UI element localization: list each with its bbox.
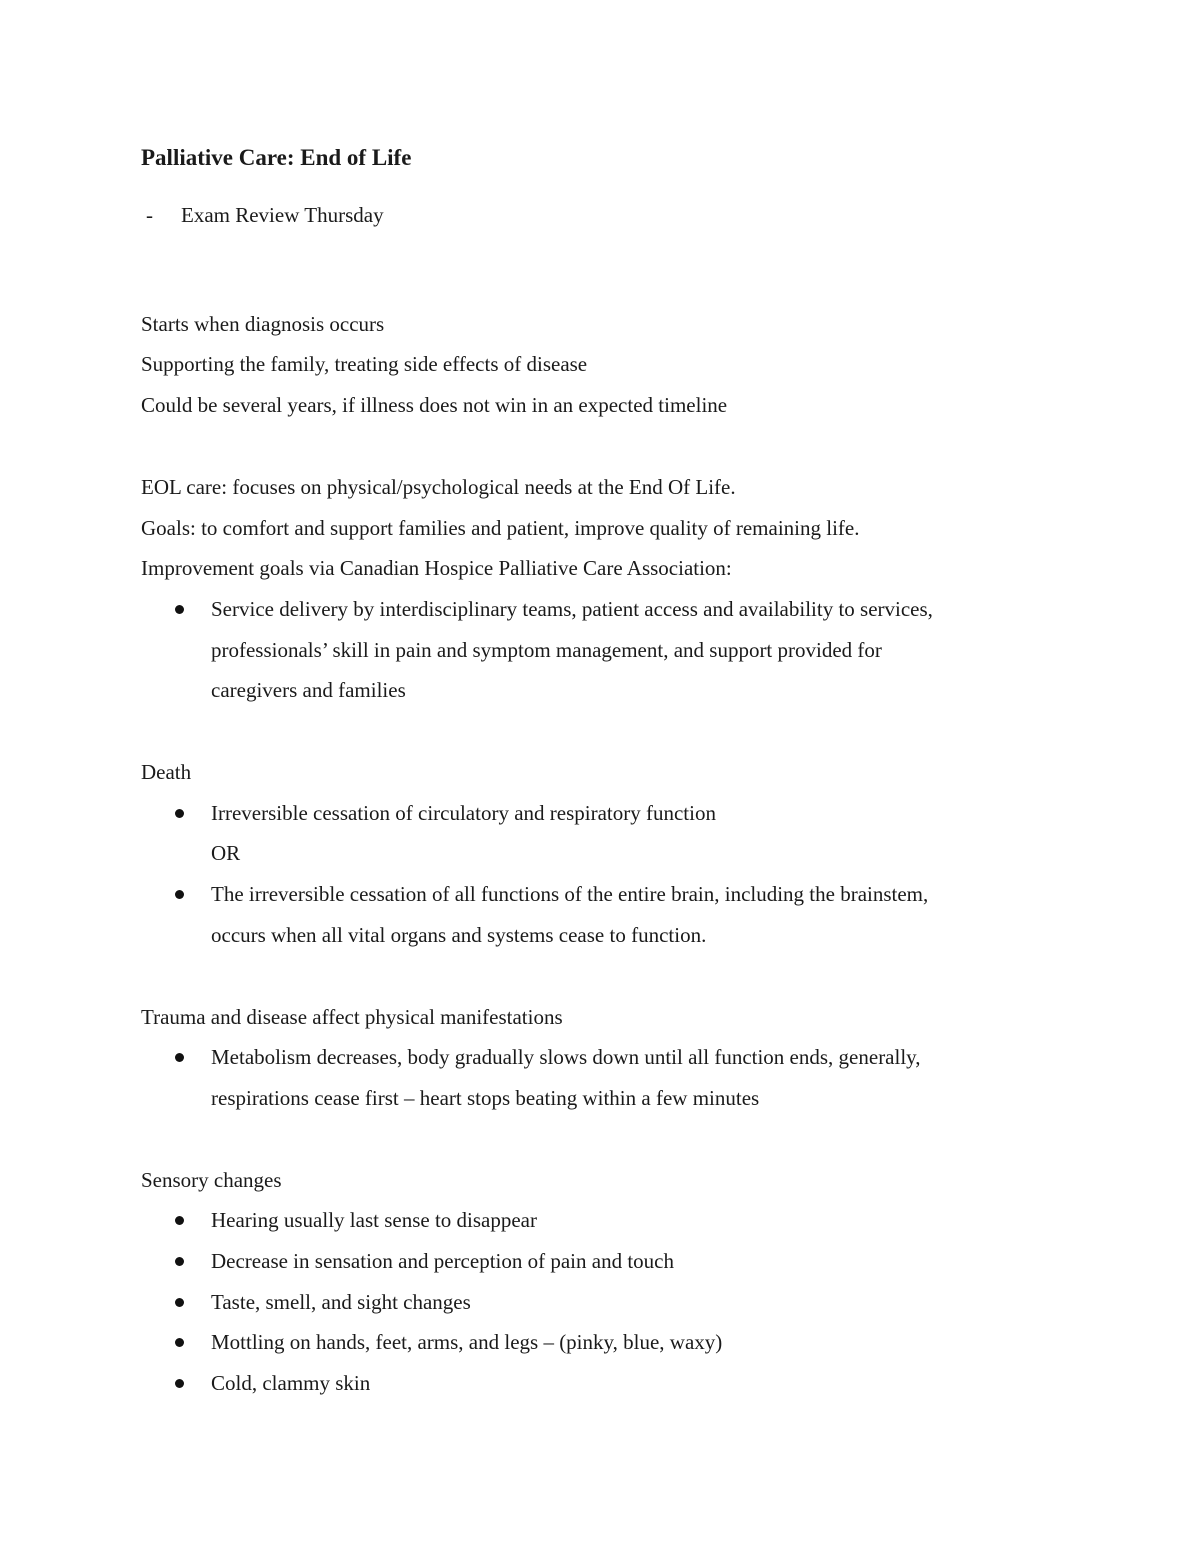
section-heading: Trauma and disease affect physical manifestations [141,1004,563,1029]
overview-section [141,304,1041,426]
or-text: OR [211,841,241,866]
eol-line: Goals: to comfort and support families and patient, improve quality of remaining life. [141,515,860,540]
dash-marker: - [146,203,153,227]
eol-section [141,467,1041,711]
bullet-line: Metabolism decreases, body gradually slows down until all function ends, generally, [211,1045,921,1070]
bullet-line: The irreversible cessation of all functions of the entire brain, including the brainstem, [211,882,929,907]
eol-bullet-list [141,589,1041,711]
bullet-icon [175,1338,184,1347]
section-heading: Sensory changes [141,1167,282,1192]
overview-line: Could be several years, if illness does not win in an expected timeline [141,393,728,418]
list-item [141,1037,1041,1118]
bullet-line: Cold, clammy skin [211,1371,371,1396]
bullet-icon [175,1216,184,1225]
bullet-line: occurs when all vital organs and systems cease to function. [211,922,707,947]
overview-line: Starts when diagnosis occurs [141,311,385,336]
bullet-line: Hearing usually last sense to disappear [211,1208,537,1233]
bullet-line: caregivers and families [211,678,406,703]
overview-line: Supporting the family, treating side effects of disease [141,352,588,377]
spacer [141,426,1041,467]
bullet-icon [175,1053,184,1062]
bullet-line: Irreversible cessation of circulatory and respiratory function [211,800,716,825]
eol-line: Improvement goals via Canadian Hospice Palliative Care Association: [141,556,732,581]
bullet-line: Service delivery by interdisciplinary teams, patient access and availability to services, [211,596,933,621]
list-item [141,589,1041,711]
spacer [141,956,1041,997]
spacer [141,1119,1041,1160]
bullet-icon [175,1298,184,1307]
trauma-section [141,997,1041,1119]
death-bullet-list-2 [141,874,1041,955]
exam-review-note: Exam Review Thursday [181,203,384,227]
bullet-icon [175,1379,184,1388]
list-item [141,874,1041,955]
eol-line: EOL care: focuses on physical/psychological needs at the End Of Life. [141,474,736,499]
list-item [141,793,1041,834]
section-heading: Death [141,760,192,785]
list-item [141,1322,1041,1363]
list-item [141,1363,1041,1404]
page-title: Palliative Care: End of Life [141,145,412,170]
bullet-line: Decrease in sensation and perception of pain and touch [211,1249,674,1274]
bullet-line: Mottling on hands, feet, arms, and legs – (pinky, blue, waxy) [211,1330,723,1355]
bullet-icon [175,605,184,614]
list-item [141,1282,1041,1323]
spacer [141,236,1041,304]
dash-list [141,195,1041,236]
list-item [141,1200,1041,1241]
trauma-bullet-list [141,1037,1041,1118]
sensory-bullet-list [141,1200,1041,1404]
death-section [141,752,1041,956]
bullet-icon [175,809,184,818]
bullet-line: Taste, smell, and sight changes [211,1289,471,1314]
sensory-section [141,1160,1041,1404]
document-page [141,136,1041,1404]
bullet-line: respirations cease first – heart stops beating within a few minutes [211,1085,760,1110]
death-bullet-list [141,793,1041,834]
spacer [141,711,1041,752]
bullet-icon [175,890,184,899]
list-item [141,1241,1041,1282]
bullet-icon [175,1257,184,1266]
dash-list-item [141,195,1041,236]
bullet-line: professionals’ skill in pain and symptom management, and support provided for [211,637,882,662]
